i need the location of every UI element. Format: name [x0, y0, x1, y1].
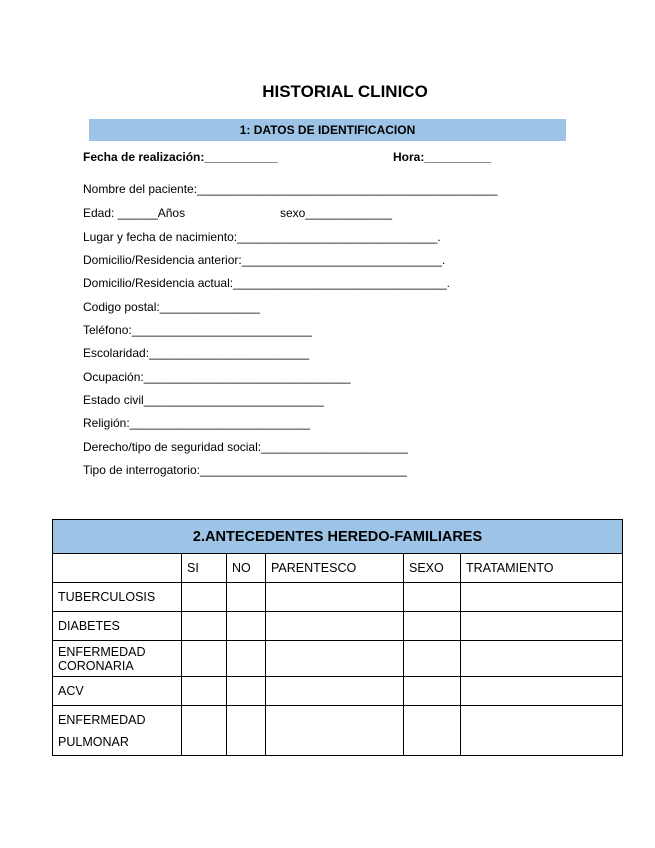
table-row — [53, 706, 623, 756]
codigo-postal-field[interactable]: Codigo postal:_______________ — [83, 300, 260, 314]
estado-civil-field[interactable]: Estado civil___________________________ — [83, 393, 324, 407]
domicilio-anterior-field[interactable]: Domicilio/Residencia anterior:______________________________. — [83, 253, 446, 267]
table-cell[interactable] — [182, 612, 227, 641]
table-cell[interactable] — [404, 583, 461, 612]
column-header-parentesco: PARENTESCO — [266, 554, 404, 583]
condition-label: TUBERCULOSIS — [53, 583, 182, 612]
table-cell[interactable] — [461, 641, 623, 677]
column-header-tratamiento: TRATAMIENTO — [461, 554, 623, 583]
table-cell[interactable] — [266, 677, 404, 706]
table-cell[interactable] — [266, 583, 404, 612]
page-title: HISTORIAL CLINICO — [262, 82, 428, 101]
hora-field[interactable]: Hora:__________ — [393, 150, 492, 164]
section-2-heading: 2.ANTECEDENTES HEREDO-FAMILIARES — [53, 520, 623, 554]
column-header — [53, 554, 182, 583]
table-cell[interactable] — [461, 583, 623, 612]
escolaridad-field[interactable]: Escolaridad:________________________ — [83, 346, 310, 360]
table-cell[interactable] — [182, 677, 227, 706]
table-cell[interactable] — [182, 641, 227, 677]
ocupacion-field[interactable]: Ocupación:_______________________________ — [83, 370, 351, 384]
condition-label: DIABETES — [53, 612, 182, 641]
table-row — [53, 641, 623, 677]
antecedentes-heredo-familiares-table — [52, 519, 623, 756]
column-header-no: NO — [227, 554, 266, 583]
table-cell[interactable] — [227, 612, 266, 641]
condition-label: ENFERMEDAD PULMONAR — [53, 706, 182, 756]
table-cell[interactable] — [266, 612, 404, 641]
table-row — [53, 612, 623, 641]
table-row — [53, 677, 623, 706]
edad-field[interactable]: Edad: ______Años — [83, 206, 186, 220]
column-header-si: SI — [182, 554, 227, 583]
table-cell[interactable] — [404, 706, 461, 756]
table-cell[interactable] — [182, 706, 227, 756]
table-row — [53, 583, 623, 612]
telefono-field[interactable]: Teléfono:___________________________ — [83, 323, 312, 337]
section-1-heading: 1: DATOS DE IDENTIFICACION — [89, 119, 566, 141]
table-cell[interactable] — [266, 706, 404, 756]
table-cell[interactable] — [461, 706, 623, 756]
condition-label: ENFERMEDAD CORONARIA — [53, 641, 182, 677]
table-cell[interactable] — [404, 612, 461, 641]
domicilio-actual-field[interactable]: Domicilio/Residencia actual:________________________________. — [83, 276, 450, 290]
table-cell[interactable] — [227, 583, 266, 612]
lugar-fecha-nacimiento-field[interactable]: Lugar y fecha de nacimiento:______________________________. — [83, 230, 441, 244]
table-cell[interactable] — [461, 677, 623, 706]
table-cell[interactable] — [404, 677, 461, 706]
table-header-row — [53, 554, 623, 583]
table-cell[interactable] — [227, 706, 266, 756]
fecha-realizacion-field[interactable]: Fecha de realización:___________ — [83, 150, 278, 164]
table-cell[interactable] — [461, 612, 623, 641]
table-cell[interactable] — [182, 583, 227, 612]
nombre-paciente-field[interactable]: Nombre del paciente:_____________________________________________ — [83, 182, 498, 196]
seguridad-social-field[interactable]: Derecho/tipo de seguridad social:______________________ — [83, 440, 408, 454]
table-cell[interactable] — [266, 641, 404, 677]
condition-label: ACV — [53, 677, 182, 706]
religion-field[interactable]: Religión:___________________________ — [83, 416, 310, 430]
sexo-field[interactable]: sexo_____________ — [280, 206, 393, 220]
table-cell[interactable] — [404, 641, 461, 677]
table-cell[interactable] — [227, 641, 266, 677]
column-header-sexo: SEXO — [404, 554, 461, 583]
table-cell[interactable] — [227, 677, 266, 706]
tipo-interrogatorio-field[interactable]: Tipo de interrogatorio:_______________________________ — [83, 463, 407, 477]
